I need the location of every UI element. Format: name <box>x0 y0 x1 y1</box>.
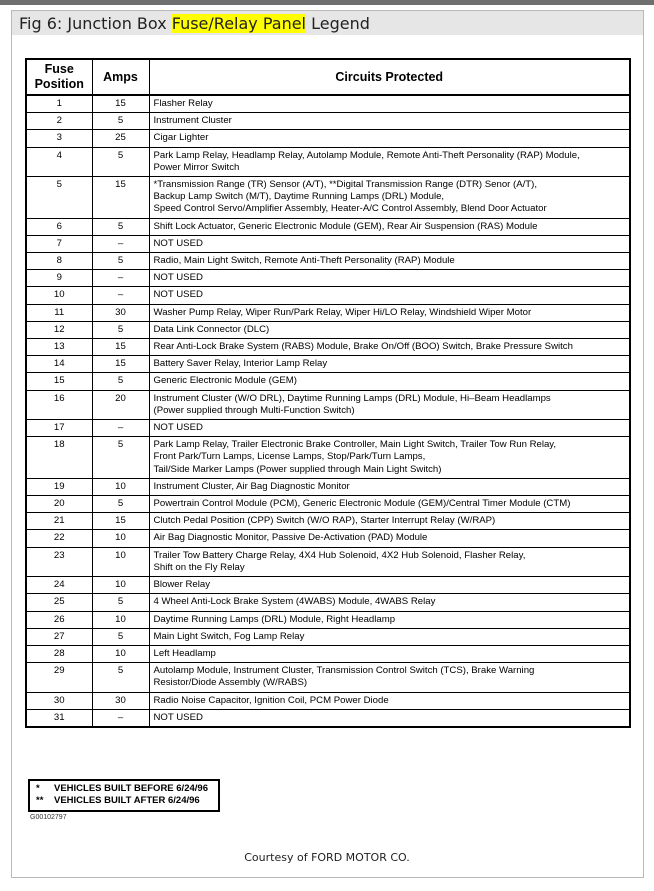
amps-cell: 10 <box>92 611 149 628</box>
table-row <box>26 594 630 611</box>
circuits-cell: Left Headlamp <box>149 645 630 662</box>
table-row <box>26 130 630 147</box>
circuits-cell: Daytime Running Lamps (DRL) Module, Right Headlamp <box>149 611 630 628</box>
fuse-position-cell: 11 <box>26 304 92 321</box>
amps-cell: – <box>92 235 149 252</box>
amps-cell: 20 <box>92 390 149 419</box>
fuse-position-cell: 29 <box>26 663 92 692</box>
fuse-position-cell: 12 <box>26 321 92 338</box>
caption-suffix: Legend <box>306 14 370 33</box>
amps-cell: – <box>92 420 149 437</box>
circuits-cell: Park Lamp Relay, Headlamp Relay, Autolamp Module, Remote Anti-Theft Personality (RAP) Module, Power Mirror Switch <box>149 147 630 176</box>
fuse-position-cell: 6 <box>26 218 92 235</box>
fuse-position-cell: 4 <box>26 147 92 176</box>
circuits-cell: Blower Relay <box>149 577 630 594</box>
amps-cell: 10 <box>92 530 149 547</box>
table-row <box>26 356 630 373</box>
amps-cell: 5 <box>92 113 149 130</box>
table-row <box>26 321 630 338</box>
table-row <box>26 270 630 287</box>
fuse-position-cell: 10 <box>26 287 92 304</box>
table-row <box>26 420 630 437</box>
circuits-cell: Radio, Main Light Switch, Remote Anti-Theft Personality (RAP) Module <box>149 253 630 270</box>
amps-cell: 5 <box>92 373 149 390</box>
fuse-position-cell: 17 <box>26 420 92 437</box>
circuits-cell: Shift Lock Actuator, Generic Electronic Module (GEM), Rear Air Suspension (RAS) Module <box>149 218 630 235</box>
fuse-position-cell: 1 <box>26 95 92 113</box>
fuse-position-cell: 9 <box>26 270 92 287</box>
fuse-position-cell: 14 <box>26 356 92 373</box>
amps-cell: 15 <box>92 177 149 219</box>
table-row <box>26 437 630 479</box>
fuse-position-cell: 24 <box>26 577 92 594</box>
header-circuits-protected: Circuits Protected <box>149 59 630 95</box>
table-row <box>26 577 630 594</box>
circuits-cell: Powertrain Control Module (PCM), Generic Electronic Module (GEM)/Central Timer Module (CTM) <box>149 496 630 513</box>
circuits-cell: Air Bag Diagnostic Monitor, Passive De-Activation (PAD) Module <box>149 530 630 547</box>
caption-highlight: Fuse/Relay Panel <box>171 14 306 33</box>
amps-cell: 10 <box>92 645 149 662</box>
table-row <box>26 235 630 252</box>
fuse-position-cell: 30 <box>26 692 92 709</box>
fuse-position-cell: 13 <box>26 339 92 356</box>
circuits-cell: NOT USED <box>149 235 630 252</box>
amps-cell: 5 <box>92 321 149 338</box>
fuse-position-cell: 18 <box>26 437 92 479</box>
circuits-cell: Instrument Cluster <box>149 113 630 130</box>
table-row <box>26 645 630 662</box>
courtesy-credit: Courtesy of FORD MOTOR CO. <box>244 851 410 864</box>
table-row <box>26 339 630 356</box>
circuits-cell: NOT USED <box>149 287 630 304</box>
fuse-position-cell: 25 <box>26 594 92 611</box>
amps-cell: 10 <box>92 547 149 576</box>
fuse-legend-document <box>25 58 629 728</box>
fuse-position-cell: 26 <box>26 611 92 628</box>
fuse-position-cell: 22 <box>26 530 92 547</box>
fuse-position-cell: 31 <box>26 709 92 727</box>
circuits-cell: Instrument Cluster, Air Bag Diagnostic Monitor <box>149 478 630 495</box>
table-row <box>26 628 630 645</box>
amps-cell: 30 <box>92 692 149 709</box>
amps-cell: 15 <box>92 95 149 113</box>
table-row <box>26 663 630 692</box>
circuits-cell: Generic Electronic Module (GEM) <box>149 373 630 390</box>
fuse-position-cell: 7 <box>26 235 92 252</box>
amps-cell: 10 <box>92 478 149 495</box>
fuse-position-cell: 28 <box>26 645 92 662</box>
table-row <box>26 287 630 304</box>
table-row <box>26 113 630 130</box>
fuse-position-cell: 19 <box>26 478 92 495</box>
table-row <box>26 304 630 321</box>
amps-cell: 15 <box>92 513 149 530</box>
circuits-cell: NOT USED <box>149 420 630 437</box>
circuits-cell: Battery Saver Relay, Interior Lamp Relay <box>149 356 630 373</box>
footnotes-box <box>28 779 220 812</box>
amps-cell: 15 <box>92 339 149 356</box>
footnote-after: ** VEHICLES BUILT AFTER 6/24/96 <box>36 795 200 806</box>
amps-cell: 5 <box>92 437 149 479</box>
table-row <box>26 611 630 628</box>
fuse-position-cell: 8 <box>26 253 92 270</box>
fuse-position-cell: 21 <box>26 513 92 530</box>
table-row <box>26 373 630 390</box>
fuse-position-cell: 15 <box>26 373 92 390</box>
circuits-cell: Washer Pump Relay, Wiper Run/Park Relay, Wiper Hi/LO Relay, Windshield Wiper Motor <box>149 304 630 321</box>
amps-cell: 5 <box>92 663 149 692</box>
table-row <box>26 530 630 547</box>
amps-cell: 5 <box>92 253 149 270</box>
circuits-cell: Radio Noise Capacitor, Ignition Coil, PCM Power Diode <box>149 692 630 709</box>
table-body <box>26 95 630 727</box>
fuse-position-cell: 27 <box>26 628 92 645</box>
fuse-position-cell: 20 <box>26 496 92 513</box>
amps-cell: 5 <box>92 628 149 645</box>
amps-cell: 10 <box>92 577 149 594</box>
amps-cell: 5 <box>92 594 149 611</box>
amps-cell: 25 <box>92 130 149 147</box>
table-row <box>26 496 630 513</box>
circuits-cell: Autolamp Module, Instrument Cluster, Transmission Control Switch (TCS), Brake Warning Resistor/Diode Assembly (W/RABS) <box>149 663 630 692</box>
circuits-cell: Cigar Lighter <box>149 130 630 147</box>
fuse-position-cell: 3 <box>26 130 92 147</box>
fuse-legend-table <box>25 58 631 728</box>
table-row <box>26 692 630 709</box>
figure-code: G00102797 <box>30 814 67 821</box>
amps-cell: 5 <box>92 218 149 235</box>
amps-cell: 5 <box>92 496 149 513</box>
fuse-position-cell: 23 <box>26 547 92 576</box>
table-row <box>26 253 630 270</box>
amps-cell: 30 <box>92 304 149 321</box>
amps-cell: 15 <box>92 356 149 373</box>
table-row <box>26 147 630 176</box>
circuits-cell: Main Light Switch, Fog Lamp Relay <box>149 628 630 645</box>
figure-caption <box>19 14 370 34</box>
circuits-cell: NOT USED <box>149 270 630 287</box>
fuse-position-cell: 2 <box>26 113 92 130</box>
amps-cell: 5 <box>92 147 149 176</box>
amps-cell: – <box>92 270 149 287</box>
circuits-cell: Trailer Tow Battery Charge Relay, 4X4 Hub Solenoid, 4X2 Hub Solenoid, Flasher Relay, Shift on the Fly Relay <box>149 547 630 576</box>
circuits-cell: Clutch Pedal Position (CPP) Switch (W/O RAP), Starter Interrupt Relay (W/RAP) <box>149 513 630 530</box>
table-row <box>26 390 630 419</box>
table-row <box>26 218 630 235</box>
table-header-row <box>26 59 630 95</box>
caption-prefix: Fig 6: Junction Box <box>19 14 172 33</box>
circuits-cell: 4 Wheel Anti-Lock Brake System (4WABS) Module, 4WABS Relay <box>149 594 630 611</box>
footnote-before: * VEHICLES BUILT BEFORE 6/24/96 <box>36 783 208 794</box>
circuits-cell: NOT USED <box>149 709 630 727</box>
fuse-position-cell: 5 <box>26 177 92 219</box>
fuse-position-cell: 16 <box>26 390 92 419</box>
header-fuse-position: Fuse Position <box>26 59 92 95</box>
table-row <box>26 547 630 576</box>
circuits-cell: Park Lamp Relay, Trailer Electronic Brake Controller, Main Light Switch, Trailer Tow Run Relay, Front Park/Turn Lamps, License Lamps, Stop/Park/Turn Lamps, Tail/Side Marker Lamps (Power supplied through Main Light Switch) <box>149 437 630 479</box>
table-row <box>26 478 630 495</box>
table-row <box>26 709 630 727</box>
circuits-cell: Instrument Cluster (W/O DRL), Daytime Running Lamps (DRL) Module, Hi–Beam Headlamps (Power supplied through Multi-Function Switch) <box>149 390 630 419</box>
circuits-cell: Data Link Connector (DLC) <box>149 321 630 338</box>
table-row <box>26 177 630 219</box>
table-row <box>26 95 630 113</box>
circuits-cell: Rear Anti-Lock Brake System (RABS) Module, Brake On/Off (BOO) Switch, Brake Pressure Switch <box>149 339 630 356</box>
circuits-cell: *Transmission Range (TR) Sensor (A/T), **Digital Transmission Range (DTR) Senor (A/T), Backup Lamp Switch (M/T), Daytime Running Lamps (DRL) Module, Speed Control Servo/Amplifier Assembly, Heater-A/C Control Assembly, Blend Door Actuator <box>149 177 630 219</box>
top-border-bar <box>0 0 654 5</box>
amps-cell: – <box>92 709 149 727</box>
amps-cell: – <box>92 287 149 304</box>
table-row <box>26 513 630 530</box>
header-amps: Amps <box>92 59 149 95</box>
circuits-cell: Flasher Relay <box>149 95 630 113</box>
